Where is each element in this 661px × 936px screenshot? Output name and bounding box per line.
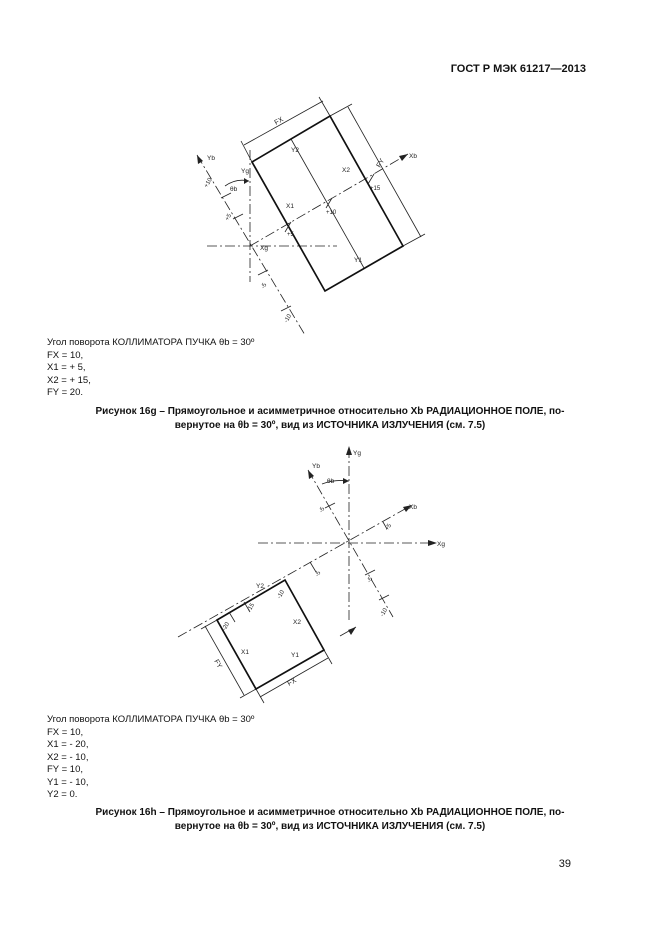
figure-16g-diagram: [197, 97, 425, 335]
tick-label-xb-5: +5: [287, 232, 294, 238]
figure-16g-caption: [40, 405, 620, 433]
label-xg: Xg: [260, 245, 268, 252]
label-xg: Xg: [437, 541, 445, 548]
label-y1: Y1: [291, 652, 299, 659]
tick-x-m20: [229, 612, 235, 622]
label-yb: Yb: [312, 463, 320, 470]
param-line: Y2 = 0.: [47, 789, 78, 800]
tick-yb-m10: [281, 306, 291, 311]
caption-line-2: вернутое на θb = 30º, вид из ИСТОЧНИКА ИЗЛУЧЕНИЯ (см. 7.5): [174, 821, 486, 832]
theta-arrowhead: [244, 178, 249, 184]
yb-axis: [308, 470, 393, 617]
figure-16h-caption: [40, 806, 620, 834]
label-xb: Xb: [409, 153, 417, 160]
label-theta: θb: [230, 186, 238, 193]
fy-dimension-line: [205, 626, 244, 695]
param-line: FY = 10,: [47, 764, 84, 775]
fy-extension-1: [201, 620, 217, 629]
tick-label-right-m5: -5: [366, 576, 375, 584]
fx-extension-1: [256, 689, 264, 703]
label-y2: Y2: [256, 583, 264, 590]
figure-16h-diagram: [178, 446, 445, 703]
page-number: 39: [558, 858, 571, 870]
figure-16g-parameters: [47, 337, 254, 400]
tick-label-yb-m10: -10: [283, 313, 294, 324]
tick-yb-m5: [258, 270, 268, 275]
param-line: X1 = + 5,: [47, 362, 86, 373]
tick-label-yb-5: +5: [224, 213, 234, 222]
label-fy: FY: [212, 658, 223, 670]
figure-16h-parameters: [47, 714, 254, 802]
param-line: Угол поворота КОЛЛИМАТОРА ПУЧКА θb = 30º: [47, 337, 255, 348]
xg-arrowhead: [428, 540, 437, 546]
tick-yb-5: [233, 214, 243, 219]
fy-extension-2: [240, 689, 256, 698]
label-yg: Yg: [241, 168, 249, 175]
fy-dimension-line: [348, 107, 421, 237]
xb-axis: [178, 505, 412, 637]
fx-extension-2: [324, 650, 332, 664]
label-x2: X2: [293, 619, 301, 626]
label-fx: FX: [273, 116, 285, 127]
label-x2: X2: [342, 167, 350, 174]
field-rectangle: [217, 580, 324, 689]
tick-yb-10: [221, 193, 231, 198]
label-yg: Yg: [353, 450, 361, 457]
tick-label-right-m10: -10: [379, 607, 390, 618]
param-line: X1 = - 20,: [47, 739, 89, 750]
tick-label-center-m5: -5: [314, 570, 323, 578]
fy-extension-2: [403, 234, 425, 246]
label-x1: X1: [286, 203, 294, 210]
param-line: X2 = + 15,: [47, 374, 91, 386]
yb-axis: [197, 155, 305, 335]
xb-arrowhead: [399, 154, 408, 161]
tick-label-xb-5: +5: [384, 523, 394, 532]
label-fy: FY: [375, 157, 387, 169]
label-x1: X1: [241, 649, 249, 656]
param-line: Y1 = - 10,: [47, 776, 89, 788]
tick-label-xb-15: +15: [370, 186, 381, 192]
xb-lower-arrow: [340, 627, 356, 636]
yb-arrowhead: [308, 470, 314, 479]
label-yb: Yb: [207, 155, 215, 162]
label-theta: θb: [327, 478, 335, 485]
yg-arrowhead: [346, 446, 352, 455]
tick-label-m10: -10: [276, 589, 287, 600]
yb-arrowhead: [197, 155, 203, 164]
caption-line-1: Рисунок 16h – Прямоугольное и асимметричное относительно Xb РАДИАЦИОННОЕ ПОЛЕ, по-: [95, 807, 565, 818]
theta-arrowhead: [343, 478, 349, 484]
label-fx: FX: [286, 677, 298, 688]
caption-line-1: Рисунок 16g – Прямоугольное и асимметричное относительно Xb РАДИАЦИОННОЕ ПОЛЕ, по-: [95, 406, 565, 417]
document-header: ГОСТ Р МЭК 61217—2013: [450, 63, 586, 75]
tick-label-yb-m5: -5: [318, 506, 327, 514]
tick-label-xb-10: +10: [326, 210, 337, 216]
caption-line-2: вернутое на θb = 30º, вид из ИСТОЧНИКА ИЗЛУЧЕНИЯ (см. 7.5): [174, 420, 486, 431]
param-line: X2 = - 10,: [47, 751, 89, 763]
tick-label-yb-m5: -5: [260, 282, 269, 290]
label-y1: Y1: [354, 257, 362, 264]
tick-label-m20: -20: [221, 621, 232, 632]
label-y2: Y2: [291, 147, 299, 154]
tick-label-yb-10: +10: [203, 177, 214, 189]
fx-extension-2: [319, 97, 330, 116]
fy-extension-1: [330, 104, 352, 116]
param-line: FX = 10,: [47, 726, 84, 738]
tick-label-m15: -15: [246, 602, 257, 613]
tick-center-m5: [310, 562, 316, 572]
param-line: Угол поворота КОЛЛИМАТОРА ПУЧКА θb = 30º: [47, 714, 255, 725]
param-line: FX = 10,: [47, 349, 84, 361]
fx-dimension-line: [244, 101, 323, 145]
label-xb: Xb: [409, 504, 417, 511]
param-line: FY = 20.: [47, 387, 84, 398]
